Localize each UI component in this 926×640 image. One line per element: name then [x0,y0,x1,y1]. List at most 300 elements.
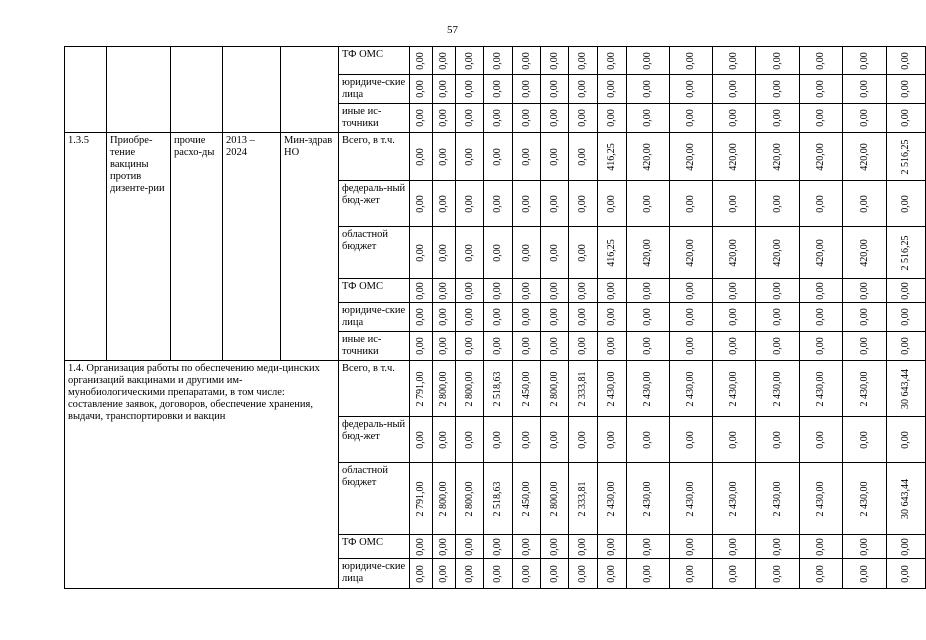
value-text: 0,00 [728,51,739,70]
source-cell: юридиче-ские лица [339,303,410,332]
source-cell: ТФ ОМС [339,535,410,559]
value-text: 0,00 [548,537,560,556]
value-cell [843,332,887,361]
value-text: 0,00 [858,194,870,213]
value-cell [756,227,800,279]
value-text: 0,00 [520,80,532,98]
value-text: 0,00 [492,308,503,326]
value-cell [433,535,456,559]
value-cell [433,417,456,463]
value-cell [800,463,843,535]
value-cell [456,535,484,559]
value-cell [541,47,569,75]
value-cell [456,279,484,303]
value-cell [800,47,843,75]
value-text: 0,00 [685,194,696,213]
value-cell [887,75,926,104]
value-text: 0,00 [415,430,426,449]
value-text: 2 516,25 [900,139,911,174]
value-text: 2 430,00 [606,371,617,406]
value-text: 0,00 [771,337,783,355]
value-cell [598,133,627,181]
value-cell [887,47,926,75]
value-text: 2 800,00 [438,371,449,406]
value-text: 0,00 [492,243,503,262]
value-cell [513,417,541,463]
value-cell [887,463,926,535]
value-cell [541,181,569,227]
value-cell [670,181,713,227]
value-cell [756,104,800,133]
value-text: 0,00 [548,243,560,262]
value-text: 0,00 [463,281,475,300]
value-cell [843,417,887,463]
value-cell [484,47,513,75]
value-cell [541,303,569,332]
value-cell [513,463,541,535]
value-text: 0,00 [858,109,870,127]
value-cell [569,75,598,104]
value-cell [410,332,433,361]
value-cell [800,559,843,589]
value-text: 2 430,00 [858,371,870,406]
value-cell [756,559,800,589]
value-text: 2 800,00 [548,371,560,406]
value-cell [513,227,541,279]
empty-cell [107,47,171,133]
value-cell [410,133,433,181]
value-cell [756,361,800,417]
value-cell [756,303,800,332]
value-text: 0,00 [771,80,783,98]
value-cell [513,104,541,133]
value-text: 0,00 [463,80,475,98]
value-cell [569,104,598,133]
value-cell [541,361,569,417]
value-cell [756,75,800,104]
value-cell [887,332,926,361]
value-text: 0,00 [900,337,911,355]
value-cell [887,417,926,463]
value-text: 0,00 [577,243,588,262]
value-cell [569,279,598,303]
source-cell: юридиче-ские лица [339,559,410,589]
value-text: 0,00 [728,109,739,127]
value-cell [713,279,756,303]
value-cell [513,361,541,417]
value-cell [433,361,456,417]
value-text: 0,00 [606,194,617,213]
value-cell [713,417,756,463]
value-text: 2 430,00 [685,481,696,516]
value-text: 0,00 [438,430,449,449]
value-text: 0,00 [463,564,475,583]
value-text: 0,00 [520,564,532,583]
value-cell [843,75,887,104]
value-text: 0,00 [415,537,426,556]
value-cell [433,133,456,181]
value-text: 0,00 [771,564,783,583]
value-text: 0,00 [606,537,617,556]
value-text: 2 791,00 [415,371,426,406]
value-text: 0,00 [771,51,783,70]
value-cell [484,227,513,279]
item-type: прочие расхо-ды [171,133,223,361]
source-cell: областной бюджет [339,463,410,535]
value-text: 0,00 [728,337,739,355]
value-text: 0,00 [771,308,783,326]
value-text: 0,00 [728,308,739,326]
value-text: 0,00 [642,51,653,70]
value-text: 0,00 [858,337,870,355]
value-text: 0,00 [858,51,870,70]
value-text: 420,00 [642,142,653,171]
value-text: 0,00 [815,308,826,326]
value-cell [843,104,887,133]
value-text: 0,00 [815,537,826,556]
value-text: 30 643,44 [900,368,911,409]
source-cell: ТФ ОМС [339,47,410,75]
value-cell [627,104,670,133]
value-text: 0,00 [858,80,870,98]
value-cell [456,181,484,227]
value-cell [410,535,433,559]
value-text: 0,00 [642,537,653,556]
value-cell [887,104,926,133]
value-text: 2 518,63 [492,371,503,406]
value-cell [484,463,513,535]
value-cell [433,303,456,332]
value-text: 0,00 [606,109,617,127]
value-text: 0,00 [642,564,653,583]
value-text: 0,00 [685,308,696,326]
value-text: 0,00 [642,430,653,449]
value-text: 0,00 [492,80,503,98]
value-cell [670,104,713,133]
value-cell [456,361,484,417]
value-text: 0,00 [577,147,588,166]
value-cell [627,303,670,332]
value-text: 2 430,00 [685,371,696,406]
value-text: 2 430,00 [728,481,739,516]
value-cell [670,47,713,75]
value-text: 0,00 [548,194,560,213]
value-cell [433,75,456,104]
value-cell [410,361,433,417]
value-text: 0,00 [815,109,826,127]
value-text: 0,00 [438,109,449,127]
value-text: 0,00 [520,308,532,326]
value-text: 0,00 [463,51,475,70]
value-cell [887,279,926,303]
value-text: 0,00 [642,194,653,213]
value-cell [484,535,513,559]
source-cell: иные ис-точники [339,332,410,361]
value-cell [843,535,887,559]
value-text: 0,00 [685,281,696,300]
empty-cell [223,47,281,133]
value-text: 0,00 [858,430,870,449]
value-cell [569,227,598,279]
value-text: 0,00 [415,147,426,166]
value-text: 2 791,00 [415,481,426,516]
value-text: 0,00 [548,80,560,98]
value-cell [484,75,513,104]
value-text: 420,00 [685,238,696,267]
value-text: 0,00 [606,80,617,98]
value-text: 0,00 [815,281,826,300]
source-cell: Всего, в т.ч. [339,361,410,417]
value-cell [541,463,569,535]
value-text: 0,00 [815,80,826,98]
value-text: 2 450,00 [520,481,532,516]
value-text: 0,00 [548,51,560,70]
value-text: 0,00 [415,109,426,127]
value-text: 2 430,00 [771,371,783,406]
value-cell [713,463,756,535]
value-cell [800,133,843,181]
value-cell [410,279,433,303]
value-text: 2 800,00 [463,371,475,406]
value-cell [756,47,800,75]
value-text: 0,00 [900,51,911,70]
value-text: 2 430,00 [815,481,826,516]
value-cell [756,332,800,361]
value-cell [627,535,670,559]
value-cell [541,417,569,463]
value-cell [713,75,756,104]
value-cell [756,535,800,559]
value-text: 0,00 [642,80,653,98]
value-cell [598,181,627,227]
value-text: 0,00 [463,147,475,166]
value-text: 416,25 [606,238,617,267]
value-text: 0,00 [577,194,588,213]
value-cell [598,417,627,463]
value-text: 2 450,00 [520,371,532,406]
value-cell [713,181,756,227]
value-text: 0,00 [815,337,826,355]
value-cell [887,361,926,417]
value-text: 0,00 [520,109,532,127]
value-cell [433,463,456,535]
page-number: 57 [447,24,458,36]
value-cell [598,279,627,303]
item-executor: Мин-здрав НО [281,133,339,361]
value-text: 0,00 [577,281,588,300]
value-cell [456,559,484,589]
value-text: 0,00 [577,80,588,98]
value-text: 2 430,00 [771,481,783,516]
value-cell [484,133,513,181]
value-cell [843,133,887,181]
value-cell [843,463,887,535]
value-cell [433,279,456,303]
value-cell [598,75,627,104]
value-text: 0,00 [577,337,588,355]
value-cell [627,181,670,227]
value-text: 0,00 [463,337,475,355]
value-cell [433,559,456,589]
value-cell [670,559,713,589]
value-text: 0,00 [492,194,503,213]
value-cell [598,535,627,559]
value-text: 0,00 [520,147,532,166]
value-text: 0,00 [548,109,560,127]
value-text: 420,00 [771,238,783,267]
value-cell [541,104,569,133]
value-cell [456,332,484,361]
value-text: 0,00 [577,564,588,583]
value-text: 0,00 [463,109,475,127]
value-cell [670,535,713,559]
value-cell [627,559,670,589]
value-text: 0,00 [415,243,426,262]
source-cell: юридиче-ские лица [339,75,410,104]
value-text: 0,00 [492,564,503,583]
value-cell [627,463,670,535]
value-text: 420,00 [858,238,870,267]
value-text: 2 518,63 [492,481,503,516]
value-text: 0,00 [642,281,653,300]
value-text: 0,00 [520,194,532,213]
value-text: 420,00 [858,142,870,171]
value-text: 0,00 [900,537,911,556]
value-cell [513,75,541,104]
value-text: 0,00 [606,51,617,70]
source-cell: иные ис-точники [339,104,410,133]
value-text: 420,00 [642,238,653,267]
value-text: 0,00 [438,281,449,300]
value-cell [713,303,756,332]
value-text: 0,00 [900,308,911,326]
value-cell [670,417,713,463]
value-cell [800,361,843,417]
value-text: 2 430,00 [642,481,653,516]
value-cell [670,75,713,104]
value-text: 0,00 [606,564,617,583]
value-cell [569,181,598,227]
value-cell [713,227,756,279]
value-cell [433,104,456,133]
value-cell [513,47,541,75]
value-text: 0,00 [438,80,449,98]
value-cell [541,332,569,361]
value-cell [569,361,598,417]
value-text: 0,00 [642,308,653,326]
value-cell [670,332,713,361]
value-cell [513,559,541,589]
value-cell [627,227,670,279]
value-cell [598,104,627,133]
value-cell [713,535,756,559]
value-text: 0,00 [463,243,475,262]
value-text: 0,00 [815,430,826,449]
value-text: 2 333,81 [577,481,588,516]
value-text: 420,00 [728,238,739,267]
value-text: 0,00 [900,281,911,300]
value-cell [513,133,541,181]
value-cell [887,559,926,589]
value-text: 0,00 [900,109,911,127]
value-cell [756,417,800,463]
budget-table [64,46,926,589]
value-cell [887,181,926,227]
value-text: 420,00 [815,142,826,171]
value-cell [484,303,513,332]
value-text: 0,00 [438,243,449,262]
value-text: 0,00 [728,194,739,213]
value-cell [843,47,887,75]
table-row [65,47,926,75]
value-text: 0,00 [415,51,426,70]
value-text: 0,00 [815,51,826,70]
value-cell [433,181,456,227]
value-cell [569,332,598,361]
value-text: 0,00 [492,430,503,449]
value-text: 0,00 [415,308,426,326]
value-cell [456,75,484,104]
value-cell [843,559,887,589]
value-cell [598,47,627,75]
value-text: 0,00 [685,80,696,98]
source-cell: областной бюджет [339,227,410,279]
value-text: 2 430,00 [858,481,870,516]
value-text: 0,00 [438,537,449,556]
value-cell [627,279,670,303]
value-text: 0,00 [815,194,826,213]
section-title: 1.4. Организация работы по обеспечению меди-цинских организаций вакцинами и другими им-мунобиологическими препаратами, в том числе: составление заявок, договоров, обеспечение хранения, выдачи, транспортировки и вакцин [65,361,339,589]
value-text: 0,00 [548,281,560,300]
value-cell [410,417,433,463]
value-cell [433,332,456,361]
value-text: 0,00 [415,337,426,355]
value-cell [627,75,670,104]
source-cell: Всего, в т.ч. [339,133,410,181]
value-cell [800,75,843,104]
value-text: 0,00 [520,243,532,262]
value-cell [713,104,756,133]
value-text: 0,00 [438,194,449,213]
value-text: 0,00 [492,281,503,300]
value-cell [800,417,843,463]
value-cell [800,279,843,303]
value-text: 0,00 [520,51,532,70]
value-cell [456,104,484,133]
value-text: 0,00 [548,308,560,326]
value-cell [484,332,513,361]
value-text: 0,00 [606,281,617,300]
value-text: 30 643,44 [900,478,911,519]
value-text: 0,00 [858,564,870,583]
value-text: 420,00 [815,238,826,267]
value-text: 2 430,00 [815,371,826,406]
value-cell [713,47,756,75]
value-cell [456,47,484,75]
value-cell [541,133,569,181]
value-cell [541,227,569,279]
value-text: 0,00 [520,430,532,449]
value-cell [569,535,598,559]
value-text: 0,00 [415,281,426,300]
value-cell [887,535,926,559]
value-cell [456,227,484,279]
value-text: 0,00 [771,109,783,127]
value-cell [456,303,484,332]
value-cell [433,47,456,75]
value-cell [843,279,887,303]
value-text: 0,00 [815,564,826,583]
